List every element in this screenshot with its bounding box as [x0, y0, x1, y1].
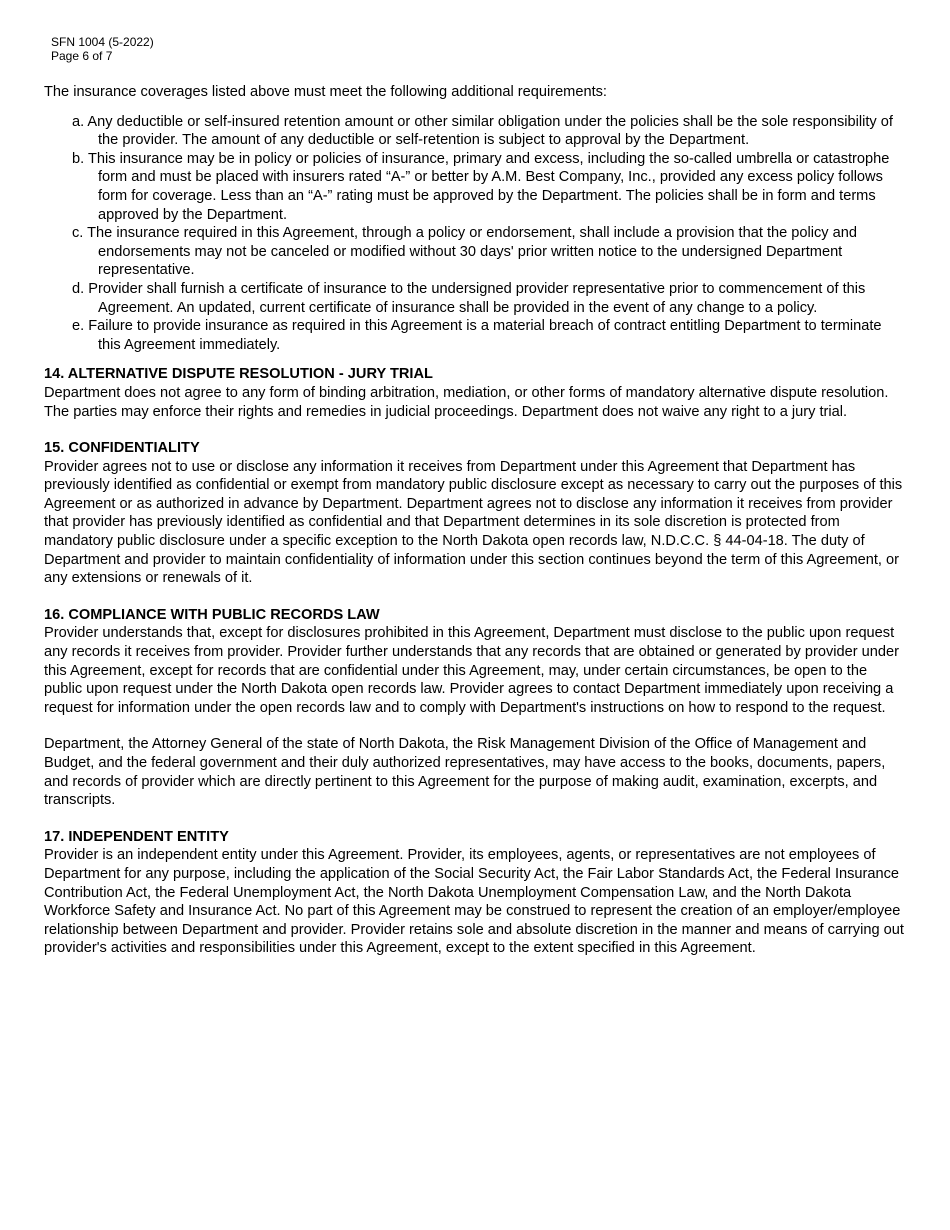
section-heading: 17. INDEPENDENT ENTITY: [44, 828, 229, 845]
section-heading: 16. COMPLIANCE WITH PUBLIC RECORDS LAW: [44, 606, 380, 623]
section-paragraph: Department, the Attorney General of the state of North Dakota, the Risk Management Division of the Office of Management and Budget, and the federal government and their duly authorized representatives, may have access to the books, documents, papers, and records of provider which are directly pertinent to this Agreement for the purpose of making audit, examination, excerpts, and transcripts.: [44, 736, 886, 809]
page-number: Page 6 of 7: [51, 49, 113, 63]
section-16-public-records: [44, 606, 906, 810]
requirement-a: a. Any deductible or self-insured retention amount or other similar obligation under the policies shall be the sole responsibility of the provider. The amount of any deductible or self-retention is subject to approval by the Department.: [72, 113, 893, 149]
form-id: SFN 1004 (5-2022): [51, 35, 154, 49]
requirement-b: b. This insurance may be in policy or policies of insurance, primary and excess, including the so-called umbrella or catastrophe form and must be placed with insurers rated “A-” or better by A.M. Best Company, Inc., provided any excess policy follows form for coverage. Less than an “A-” rating must be approved by the Department. The policies shall be in form and terms approved by the Department.: [72, 150, 890, 223]
section-paragraph: Provider is an independent entity under this Agreement. Provider, its employees, agents, or representatives are not employees of Department for any purpose, including the application of the Social Security Act, the Fair Labor Standards Act, the Federal Insurance Contribution Act, the Federal Unemployment Act, the North Dakota Unemployment Compensation Law, and the North Dakota Workforce Safety and Insurance Act. No part of this Agreement may be construed to represent the creation of an employer/employee relationship between Department and provider. Provider retains sole and absolute discretion in the manner and means of carrying out provider's activities and responsibilities under this Agreement, except to the extent specified in this Agreement.: [44, 847, 904, 957]
requirement-e: e. Failure to provide insurance as required in this Agreement is a material breach of contract entitling Department to terminate this Agreement immediately.: [72, 318, 882, 353]
section-paragraph: Provider understands that, except for disclosures prohibited in this Agreement, Department must disclose to the public upon request any records it receives from provider. Provider further understands that any records that are obtained or generated by provider under this Agreement, except for records that are confidential under this Agreement, may, under certain circumstances, be open to the public upon request under the North Dakota open records law. Provider agrees to contact Department immediately upon receiving a request for information under the open records law and to comply with Department's instructions on how to respond to the request.: [44, 625, 900, 716]
page-header: [51, 35, 154, 63]
section-paragraph: Provider agrees not to use or disclose any information it receives from Department under this Agreement that Department has previously identified as confidential or exempt from mandatory public disclosure except as necessary to carry out the purposes of this Agreement or as authorized in advance by Department. Department agrees not to disclose any information it receives from provider that provider has previously identified as confidential and that Department determines in its sole discretion is protected from mandatory public disclosure under a specific exception to the North Dakota open records law, N.D.C.C. § 44-04-18. The duty of Department and provider to maintain confidentiality of information under this section continues beyond the term of this Agreement, or any extensions or renewals of it.: [44, 458, 903, 587]
section-heading: 14. ALTERNATIVE DISPUTE RESOLUTION - JURY TRIAL: [44, 366, 433, 383]
requirement-c: c. The insurance required in this Agreement, through a policy or endorsement, shall include a provision that the policy and endorsements may not be canceled or modified without 30 days' prior written notice to the undersigned Department representative.: [72, 225, 858, 279]
section-heading: 15. CONFIDENTIALITY: [44, 440, 200, 457]
section-15-confidentiality: [44, 439, 906, 588]
requirement-d: d. Provider shall furnish a certificate of insurance to the undersigned provider representative prior to commencement of this Agreement. An updated, current certificate of insurance shall be provided in the event of any change to a policy.: [72, 280, 866, 316]
document-body: [44, 83, 906, 976]
insurance-requirements-list: [44, 113, 906, 355]
insurance-requirements-intro: The insurance coverages listed above must meet the following additional requirements:: [44, 84, 607, 100]
section-paragraph: Department does not agree to any form of binding arbitration, mediation, or other forms of mandatory alternative dispute resolution. The parties may enforce their rights and remedies in judicial proceedings. Department does not waive any right to a jury trial.: [44, 384, 889, 420]
section-17-independent-entity: [44, 828, 906, 958]
section-14-dispute-resolution: [44, 365, 906, 421]
